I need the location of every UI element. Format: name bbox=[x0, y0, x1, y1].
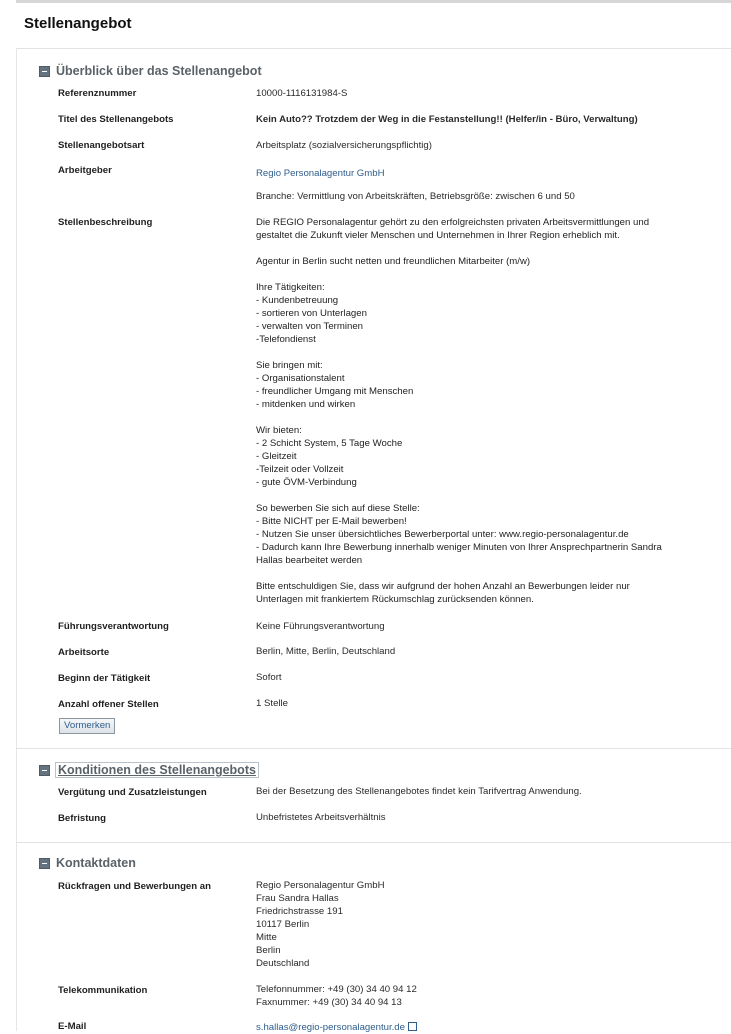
offer-type-label: Stellenangebotsart bbox=[58, 140, 145, 151]
description-line: -Teilzeit oder Vollzeit bbox=[256, 464, 344, 475]
description-label: Stellenbeschreibung bbox=[58, 217, 153, 228]
external-link-icon bbox=[408, 1022, 417, 1031]
description-line: Hallas bearbeitet werden bbox=[256, 555, 363, 566]
content-left-border bbox=[16, 48, 17, 1031]
address-line: 10117 Berlin bbox=[256, 919, 310, 930]
description-line: - Kundenbetreuung bbox=[256, 295, 339, 306]
description-line bbox=[256, 268, 716, 281]
leadership-label: Führungsverantwortung bbox=[58, 621, 169, 632]
section-divider bbox=[16, 748, 731, 749]
address-line: Regio Personalagentur GmbH bbox=[256, 880, 385, 891]
description-line: Die REGIO Personalagentur gehört zu den erfolgreichsten privaten Arbeitsvermittlungen und bbox=[256, 217, 650, 228]
pay-label: Vergütung und Zusatzleistungen bbox=[58, 787, 207, 798]
description-line: - Nutzen Sie unser übersichtliches Bewerberportal unter: www.regio-personalagentur.de bbox=[256, 529, 629, 540]
description-line: So bewerben Sie sich auf diese Stelle: bbox=[256, 503, 420, 514]
locations-label: Arbeitsorte bbox=[58, 647, 110, 658]
section-divider bbox=[16, 842, 731, 843]
start-value: Sofort bbox=[256, 672, 282, 683]
contact-section-title[interactable]: Kontaktdaten bbox=[56, 856, 136, 870]
description-line: - sortieren von Unterlagen bbox=[256, 308, 367, 319]
page-title: Stellenangebot bbox=[24, 15, 132, 32]
description-line: - Bitte NICHT per E-Mail bewerben! bbox=[256, 516, 407, 527]
address-line: Deutschland bbox=[256, 958, 310, 969]
collapse-icon[interactable] bbox=[39, 66, 50, 77]
contact-address bbox=[256, 879, 385, 970]
description-line bbox=[256, 411, 716, 424]
email-link[interactable]: s.hallas@regio-personalagentur.de bbox=[256, 1022, 405, 1033]
reference-label: Referenznummer bbox=[58, 88, 137, 99]
description-line: - Organisationstalent bbox=[256, 373, 345, 384]
locations-value: Berlin, Mitte, Berlin, Deutschland bbox=[256, 646, 396, 657]
telecom-label: Telekommunikation bbox=[58, 985, 148, 996]
overview-section-title[interactable]: Überblick über das Stellenangebot bbox=[56, 64, 262, 78]
description-line: gestaltet die Zukunft vieler Menschen und Unternehmen in Ihrer Region erheblich mit. bbox=[256, 230, 620, 241]
description-line: Bitte entschuldigen Sie, dass wir aufgrund der hohen Anzahl an Bewerbungen leider nur bbox=[256, 581, 630, 592]
description-line: Ihre Tätigkeiten: bbox=[256, 282, 325, 293]
fax-number: Faxnummer: +49 (30) 34 40 94 13 bbox=[256, 997, 402, 1008]
job-title-label: Titel des Stellenangebots bbox=[58, 114, 174, 125]
conditions-section-title[interactable]: Konditionen des Stellenangebots bbox=[58, 763, 256, 777]
openings-value: 1 Stelle bbox=[256, 698, 288, 709]
email-label: E-Mail bbox=[58, 1021, 87, 1032]
description-line: - verwalten von Terminen bbox=[256, 321, 364, 332]
description-line: - gute ÖVM-Verbindung bbox=[256, 477, 357, 488]
job-title-value: Kein Auto?? Trotzdem der Weg in die Festanstellung!! (Helfer/in - Büro, Verwaltung) bbox=[256, 114, 638, 125]
top-border bbox=[16, 0, 731, 3]
reference-value: 10000-1116131984-S bbox=[256, 88, 348, 99]
term-label: Befristung bbox=[58, 813, 106, 824]
inquiries-label: Rückfragen und Bewerbungen an bbox=[58, 881, 211, 892]
address-line: Berlin bbox=[256, 945, 281, 956]
employer-link[interactable]: Regio Personalagentur GmbH bbox=[256, 168, 385, 179]
employer-link-row bbox=[256, 167, 385, 180]
bookmark-button[interactable]: Vormerken bbox=[59, 718, 115, 734]
address-line: Friedrichstrasse 191 bbox=[256, 906, 343, 917]
address-line: Mitte bbox=[256, 932, 277, 943]
job-description bbox=[256, 216, 716, 606]
telecom-values bbox=[256, 983, 417, 1009]
description-line bbox=[256, 242, 716, 255]
description-line: - Gleitzeit bbox=[256, 451, 297, 462]
overview-section-header[interactable] bbox=[39, 63, 262, 79]
description-line: Unterlagen mit frankiertem Rückumschlag zurücksenden können. bbox=[256, 594, 534, 605]
start-label: Beginn der Tätigkeit bbox=[58, 673, 151, 684]
leadership-value: Keine Führungsverantwortung bbox=[256, 621, 385, 632]
description-line: -Telefondienst bbox=[256, 334, 316, 345]
term-value: Unbefristetes Arbeitsverhältnis bbox=[256, 812, 386, 823]
employer-label: Arbeitgeber bbox=[58, 165, 112, 176]
description-line: - freundlicher Umgang mit Menschen bbox=[256, 386, 414, 397]
description-line: Agentur in Berlin sucht netten und freundlichen Mitarbeiter (m/w) bbox=[256, 256, 531, 267]
description-line: - 2 Schicht System, 5 Tage Woche bbox=[256, 438, 403, 449]
description-line bbox=[256, 567, 716, 580]
pay-value: Bei der Besetzung des Stellenangebotes findet kein Tarifvertrag Anwendung. bbox=[256, 786, 582, 797]
description-line: - mitdenken und wirken bbox=[256, 399, 356, 410]
email-row bbox=[256, 1021, 417, 1034]
title-divider bbox=[16, 48, 731, 49]
conditions-section-header[interactable] bbox=[39, 762, 258, 778]
openings-label: Anzahl offener Stellen bbox=[58, 699, 159, 710]
description-line: Sie bringen mit: bbox=[256, 360, 323, 371]
description-line bbox=[256, 489, 716, 502]
address-line: Frau Sandra Hallas bbox=[256, 893, 339, 904]
offer-type-value: Arbeitsplatz (sozialversicherungspflichtig) bbox=[256, 140, 432, 151]
collapse-icon[interactable] bbox=[39, 765, 50, 776]
description-line: Wir bieten: bbox=[256, 425, 302, 436]
employer-branch: Branche: Vermittlung von Arbeitskräften, Betriebsgröße: zwischen 6 und 50 bbox=[256, 191, 575, 202]
description-line: - Dadurch kann Ihre Bewerbung innerhalb weniger Minuten von Ihrer Ansprechpartnerin Sandra bbox=[256, 542, 662, 553]
contact-section-header[interactable] bbox=[39, 855, 136, 871]
phone-number: Telefonnummer: +49 (30) 34 40 94 12 bbox=[256, 984, 417, 995]
description-line bbox=[256, 346, 716, 359]
collapse-icon[interactable] bbox=[39, 858, 50, 869]
